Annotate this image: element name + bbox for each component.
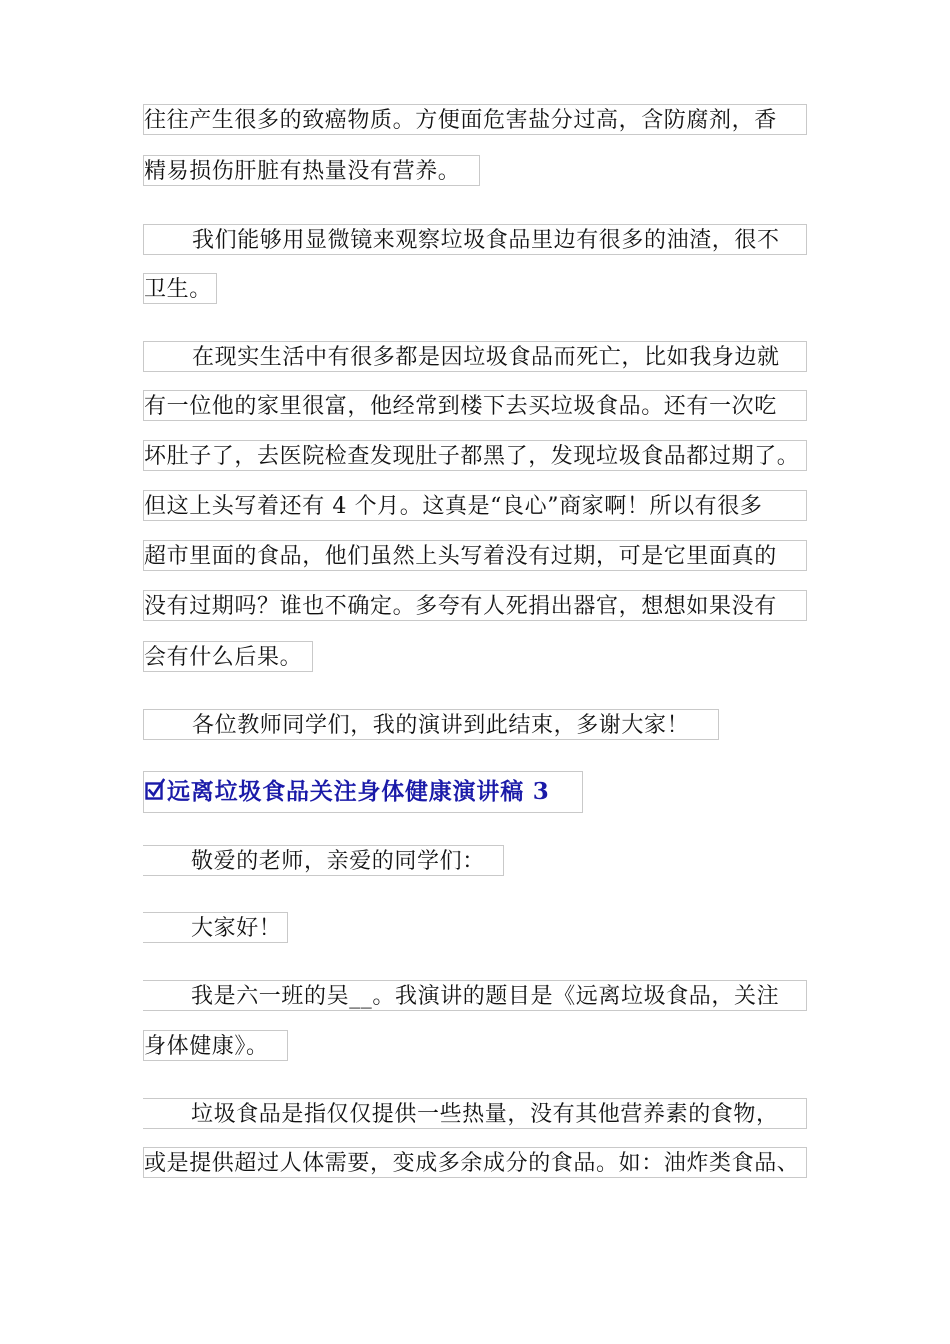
text-line: 往往产生很多的致癌物质。方便面危害盐分过高，含防腐剂，香 — [143, 104, 807, 135]
paragraph-first-line: 垃圾食品是指仅仅提供一些热量，没有其他营养素的食物， — [143, 1098, 807, 1129]
paragraph-first-line: 我们能够用显微镜来观察垃圾食品里边有很多的油渣，很不 — [143, 224, 807, 255]
text-line: 会有什么后果。 — [143, 641, 313, 672]
paragraph-first-line: 在现实生活中有很多都是因垃圾食品而死亡，比如我身边就 — [143, 341, 807, 372]
checkbox-checked-icon — [145, 773, 165, 813]
text-line: 有一位他的家里很富，他经常到楼下去买垃圾食品。还有一次吃 — [143, 390, 807, 421]
paragraph-first-line: 我是六一班的吴__。我演讲的题目是《远离垃圾食品，关注 — [143, 980, 807, 1011]
text-line: 或是提供超过人体需要，变成多余成分的食品。如：油炸类食品、 — [143, 1147, 807, 1178]
text-line: 卫生。 — [143, 273, 217, 304]
text-line: 坏肚子了，去医院检查发现肚子都黑了，发现垃圾食品都过期了。 — [143, 440, 807, 471]
greeting-line: 大家好！ — [143, 912, 288, 943]
paragraph-first-line: 各位教师同学们，我的演讲到此结束，多谢大家！ — [143, 709, 719, 740]
text-line: 但这上头写着还有 4 个月。这真是“良心”商家啊！所以有很多 — [143, 490, 807, 521]
text-line: 身体健康》。 — [143, 1030, 288, 1061]
text-line: 超市里面的食品，他们虽然上头写着没有过期，可是它里面真的 — [143, 540, 807, 571]
text-line: 没有过期吗？谁也不确定。多夸有人死捐出器官，想想如果没有 — [143, 590, 807, 621]
section-heading — [143, 771, 583, 813]
section-heading-text: 远离垃圾食品关注身体健康演讲稿 3 — [167, 778, 550, 805]
greeting-line: 敬爱的老师，亲爱的同学们： — [143, 845, 504, 876]
text-line: 精易损伤肝脏有热量没有营养。 — [143, 155, 480, 186]
